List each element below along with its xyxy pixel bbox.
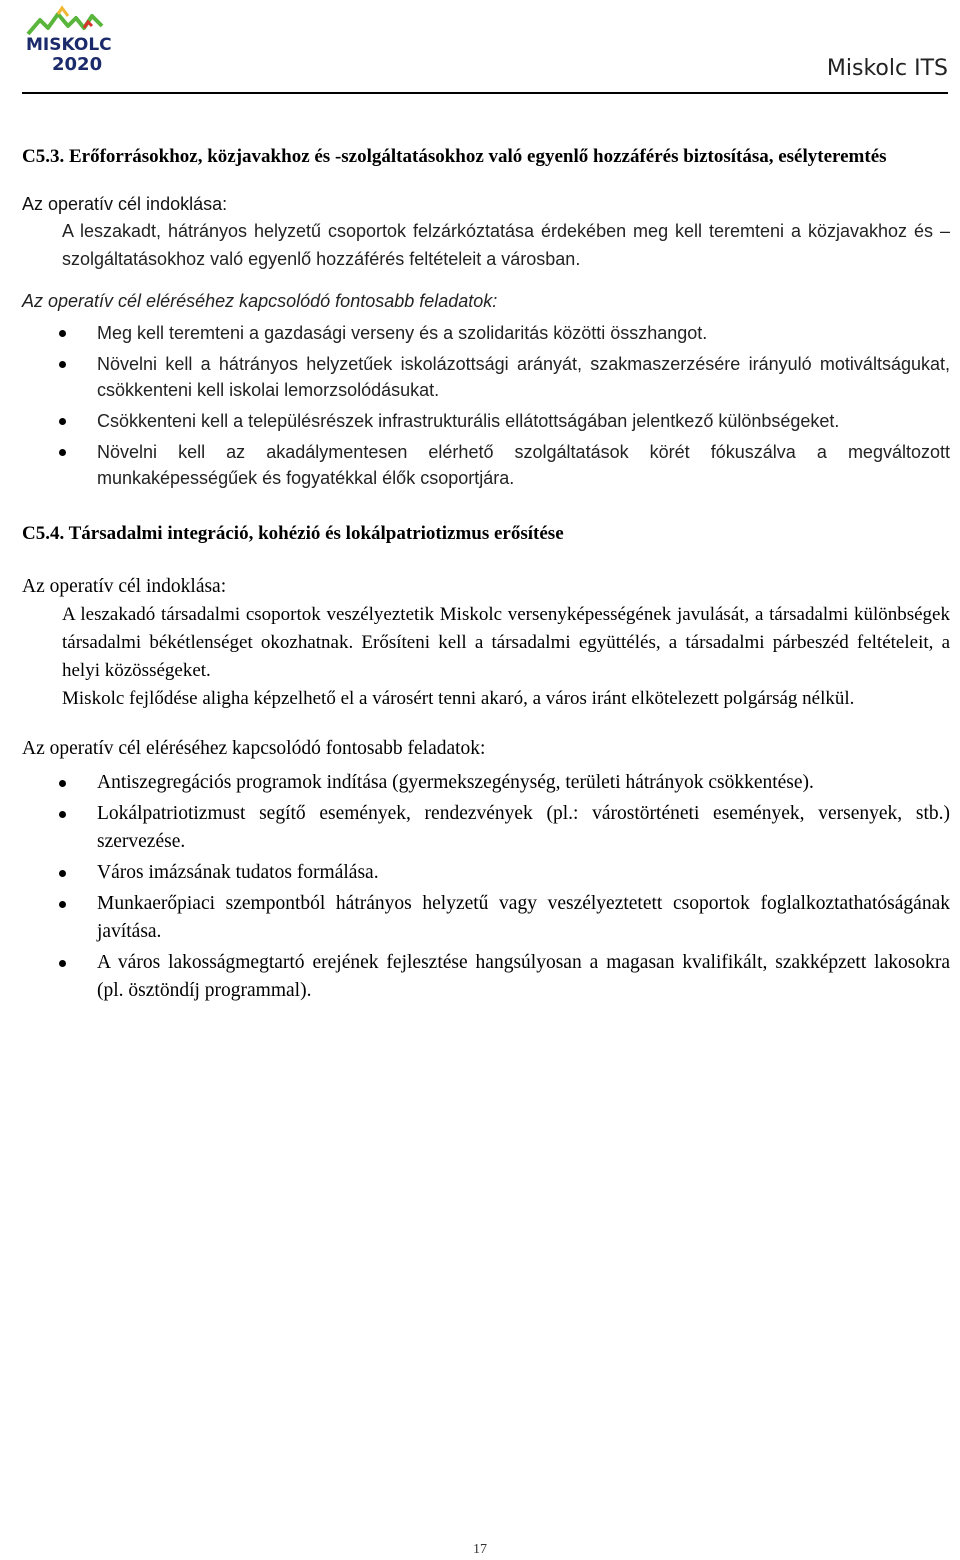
tasks-label: Az operatív cél eléréséhez kapcsolódó fontosabb feladatok: [22, 291, 498, 311]
header-divider [22, 92, 948, 94]
list-item: Lokálpatriotizmust segítő események, rendezvények (pl.: várostörténeti események, versenyek, stb.) szervezése. [22, 800, 950, 856]
list-item: Növelni kell az akadálymentesen elérhető szolgáltatások körét fókuszálva a megváltozott munkaképességűek és fogyatékkal élők csoportjára. [22, 439, 950, 491]
bullet-icon [59, 361, 66, 368]
bullet-icon [59, 780, 66, 787]
justification-text: Miskolc fejlődése aligha képzelhető el a városért tenni akaró, a város iránt elkötelezett polgárság nélkül. [62, 688, 855, 709]
bullet-icon [59, 901, 66, 908]
list-item: Csökkenteni kell a településrészek infrastrukturális ellátottságában jelentkező különbségeket. [22, 408, 950, 434]
justification-text: A leszakadt, hátrányos helyzetű csoportok felzárkóztatása érdekében meg kell teremteni a közjavakhoz és –szolgáltatásokhoz való egyenlő hozzáférés feltételeit a városban. [62, 221, 950, 269]
document-body [22, 143, 950, 1008]
list-item: Város imázsának tudatos formálása. [22, 859, 950, 887]
task-list [22, 320, 950, 491]
list-item: Antiszegregációs programok indítása (gyermekszegénység, területi hátrányok csökkentése). [22, 769, 950, 797]
bullet-icon [59, 418, 66, 425]
bullet-icon [59, 960, 66, 967]
tasks-label: Az operatív cél eléréséhez kapcsolódó fontosabb feladatok: [22, 738, 486, 759]
bullet-icon [59, 870, 66, 877]
section-title-c5-3: C5.3. Erőforrásokhoz, közjavakhoz és -szolgáltatásokhoz való egyenlő hozzáférés biztosítása, esélyteremtés [22, 146, 887, 167]
page-header [0, 0, 960, 100]
list-item: Meg kell teremteni a gazdasági verseny és a szolidaritás közötti összhangot. [22, 320, 950, 346]
task-list [22, 769, 950, 1005]
bullet-icon [59, 449, 66, 456]
section-title-c5-4: C5.4. Társadalmi integráció, kohézió és lokálpatriotizmus erősítése [22, 523, 564, 544]
svg-text:2020: 2020 [52, 54, 103, 74]
bullet-icon [59, 811, 66, 818]
page-number: 17 [473, 1542, 487, 1557]
justification-label: Az operatív cél indoklása: [22, 576, 227, 597]
justification-text: A leszakadó társadalmi csoportok veszélyeztetik Miskolc versenyképességének javulását, a társadalmi különbségek társadalmi békétlenséget okozhatnak. Erősíteni kell a társadalmi együttélés, a társadalmi párbeszéd feltételeit, a helyi közösségeket. [62, 604, 950, 681]
svg-text:MISKOLC: MISKOLC [26, 35, 112, 55]
list-item: Növelni kell a hátrányos helyzetűek iskolázottsági arányát, szakmaszerzésére irányuló motiváltságukat, csökkenteni kell iskolai lemorzsolódásukat. [22, 351, 950, 403]
miskolc-2020-logo [22, 4, 142, 74]
bullet-icon [59, 330, 66, 337]
list-item: Munkaerőpiaci szempontból hátrányos helyzetű vagy veszélyeztetett csoportok foglalkoztathatóságának javítása. [22, 890, 950, 946]
document-header-title: Miskolc ITS [826, 56, 948, 81]
list-item: A város lakosságmegtartó erejének fejlesztése hangsúlyosan a magasan kvalifikált, szakképzett lakosokra (pl. ösztöndíj programmal). [22, 949, 950, 1005]
justification-label: Az operatív cél indoklása: [22, 194, 228, 214]
